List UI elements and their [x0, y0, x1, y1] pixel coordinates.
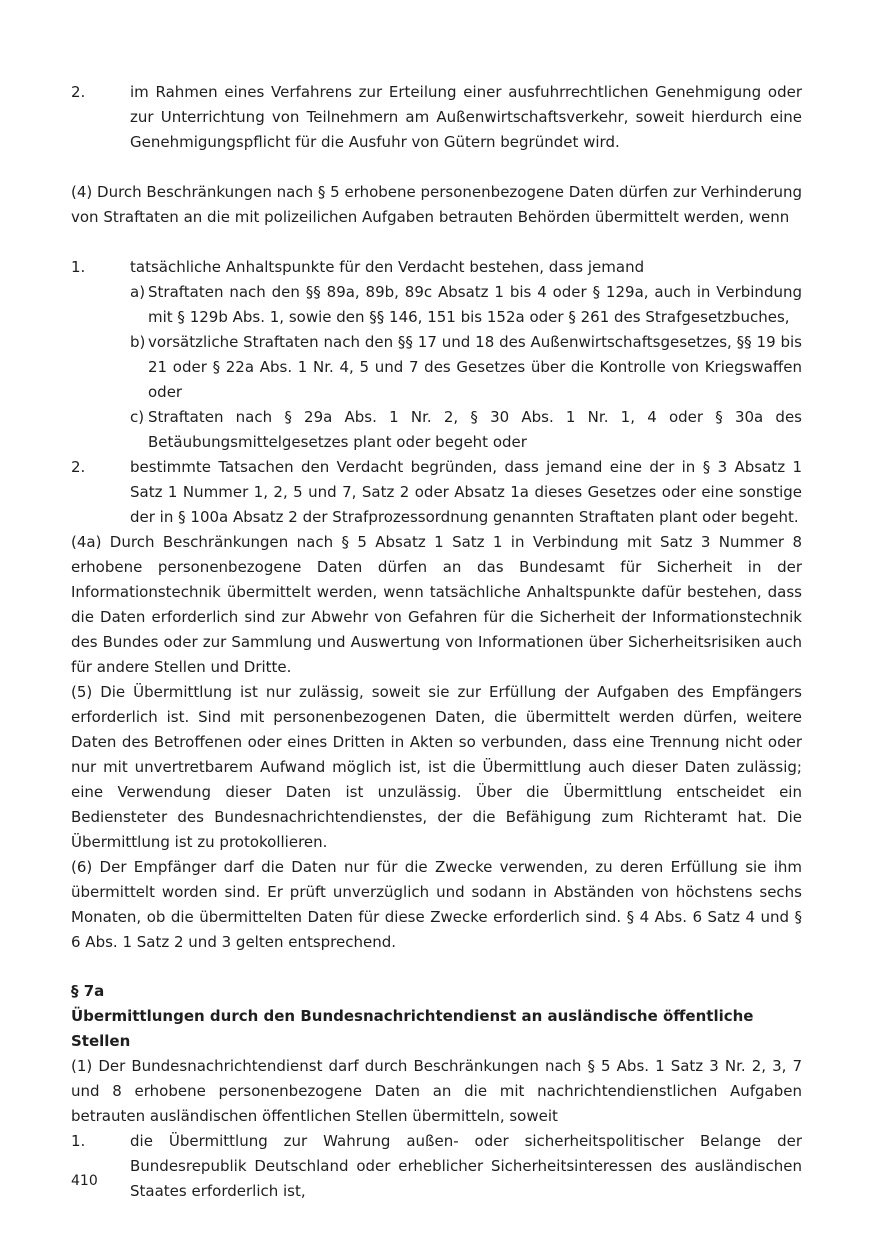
- section-7a: [71, 979, 802, 1204]
- sub-item-c: [130, 405, 802, 455]
- list-text: bestimmte Tatsachen den Verdacht begründen, dass jemand eine der in § 3 Absatz 1 Satz 1 Nummer 1, 2, 5 und 7, Satz 2 oder Absatz 1a dieses Gesetzes oder eine sonstige der in § 100a Absatz 2 der Strafprozessordnung genannten Straftaten plant oder begeht.: [130, 458, 802, 526]
- list-text: im Rahmen eines Verfahrens zur Erteilung einer ausfuhrrechtlichen Genehmigung oder zur Unterrichtung von Teilnehmern am Außenwirtschaftsverkehr, soweit hierdurch eine Genehmigungspflicht für die Ausfuhr von Gütern begründet wird.: [130, 83, 802, 151]
- list-item-2: [71, 455, 802, 530]
- paragraph-4: (4) Durch Beschränkungen nach § 5 erhobene personenbezogene Daten dürfen zur Verhinderung von Straftaten an die mit polizeilichen Aufgaben betrauten Behörden übermittelt werden, wenn: [71, 183, 803, 226]
- sub-item-text: Straftaten nach den §§ 89a, 89b, 89c Absatz 1 bis 4 oder § 129a, auch in Verbindung mit § 129b Abs. 1, sowie den §§ 146, 151 bis 152a oder § 261 des Strafgesetzbuches,: [148, 283, 802, 326]
- list-number: 2.: [71, 458, 86, 476]
- list-number: 1.: [71, 258, 86, 276]
- list-item-2-export: [71, 80, 802, 155]
- sub-item-text: Straftaten nach § 29a Abs. 1 Nr. 2, § 30 Abs. 1 Nr. 1, 4 oder § 30a des Betäubungsmittelgesetzes plant oder begeht oder: [148, 408, 802, 451]
- sub-item-label: c): [130, 408, 145, 426]
- paragraph-4a: (4a) Durch Beschränkungen nach § 5 Absatz 1 Satz 1 in Verbindung mit Satz 3 Nummer 8 erhobene personenbezogene Daten dürfen an das Bundesamt für Sicherheit in der Informationstechnik übermittelt werden, wenn tatsächliche Anhaltspunkte dafür bestehen, dass die Daten erforderlich sind zur Abwehr von Gefahren für die Sicherheit der Informationstechnik des Bundes oder zur Sammlung und Auswertung von Informationen über Sicherheitsrisiken auch für andere Stellen und Dritte.: [71, 533, 802, 676]
- sub-item-text: vorsätzliche Straftaten nach den §§ 17 und 18 des Außenwirtschaftsgesetzes, §§ 19 bis 21 oder § 22a Abs. 1 Nr. 4, 5 und 7 des Gesetzes über die Kontrolle von Kriegswaffen oder: [148, 333, 802, 401]
- list-number: 1.: [71, 1132, 86, 1150]
- section-title: Übermittlungen durch den Bundesnachrichtendienst an ausländische öffentliche Stellen: [71, 1007, 754, 1050]
- paragraph-4-list: [71, 255, 802, 530]
- list-text: tatsächliche Anhaltspunkte für den Verdacht bestehen, dass jemand: [130, 258, 645, 276]
- list-text: die Übermittlung zur Wahrung außen- oder sicherheitspolitischer Belange der Bundesrepublik Deutschland oder erheblicher Sicherheitsinteressen des ausländischen Staates erforderlich ist,: [130, 1132, 802, 1200]
- sub-item-b: [130, 330, 802, 405]
- list-number: 2.: [71, 83, 86, 101]
- section-number: § 7a: [71, 982, 105, 1000]
- section-7a-paragraph-1: (1) Der Bundesnachrichtendienst darf durch Beschränkungen nach § 5 Abs. 1 Satz 3 Nr. 2, 3, 7 und 8 erhobene personenbezogene Daten an die mit nachrichtendienstlichen Aufgaben betrauten ausländischen öffentlichen Stellen übermitteln, soweit: [71, 1057, 802, 1125]
- page-number: 410: [71, 1173, 98, 1189]
- list-item-1: [71, 255, 802, 455]
- sub-item-label: b): [130, 333, 146, 351]
- paragraph-6: (6) Der Empfänger darf die Daten nur für die Zwecke verwenden, zu deren Erfüllung sie ihm übermittelt worden sind. Er prüft unverzüglich und sodann in Abständen von höchstens sechs Monaten, ob die übermittelten Daten für diese Zwecke erforderlich sind. § 4 Abs. 6 Satz 4 und § 6 Abs. 1 Satz 2 und 3 gelten entsprechend.: [71, 858, 802, 951]
- paragraph-5: (5) Die Übermittlung ist nur zulässig, soweit sie zur Erfüllung der Aufgaben des Empfängers erforderlich ist. Sind mit personenbezogenen Daten, die übermittelt werden dürfen, weitere Daten des Betroffenen oder eines Dritten in Akten so verbunden, dass eine Trennung nicht oder nur mit unvertretbarem Aufwand möglich ist, ist die Übermittlung auch dieser Daten zulässig; eine Verwendung dieser Daten ist unzulässig. Über die Übermittlung entscheidet ein Bediensteter des Bundesnachrichtendienstes, der die Befähigung zum Richteramt hat. Die Übermittlung ist zu protokollieren.: [71, 683, 802, 851]
- sub-item-label: a): [130, 283, 146, 301]
- sub-item-a: [130, 280, 802, 330]
- section-7a-list-item-1: [71, 1129, 802, 1204]
